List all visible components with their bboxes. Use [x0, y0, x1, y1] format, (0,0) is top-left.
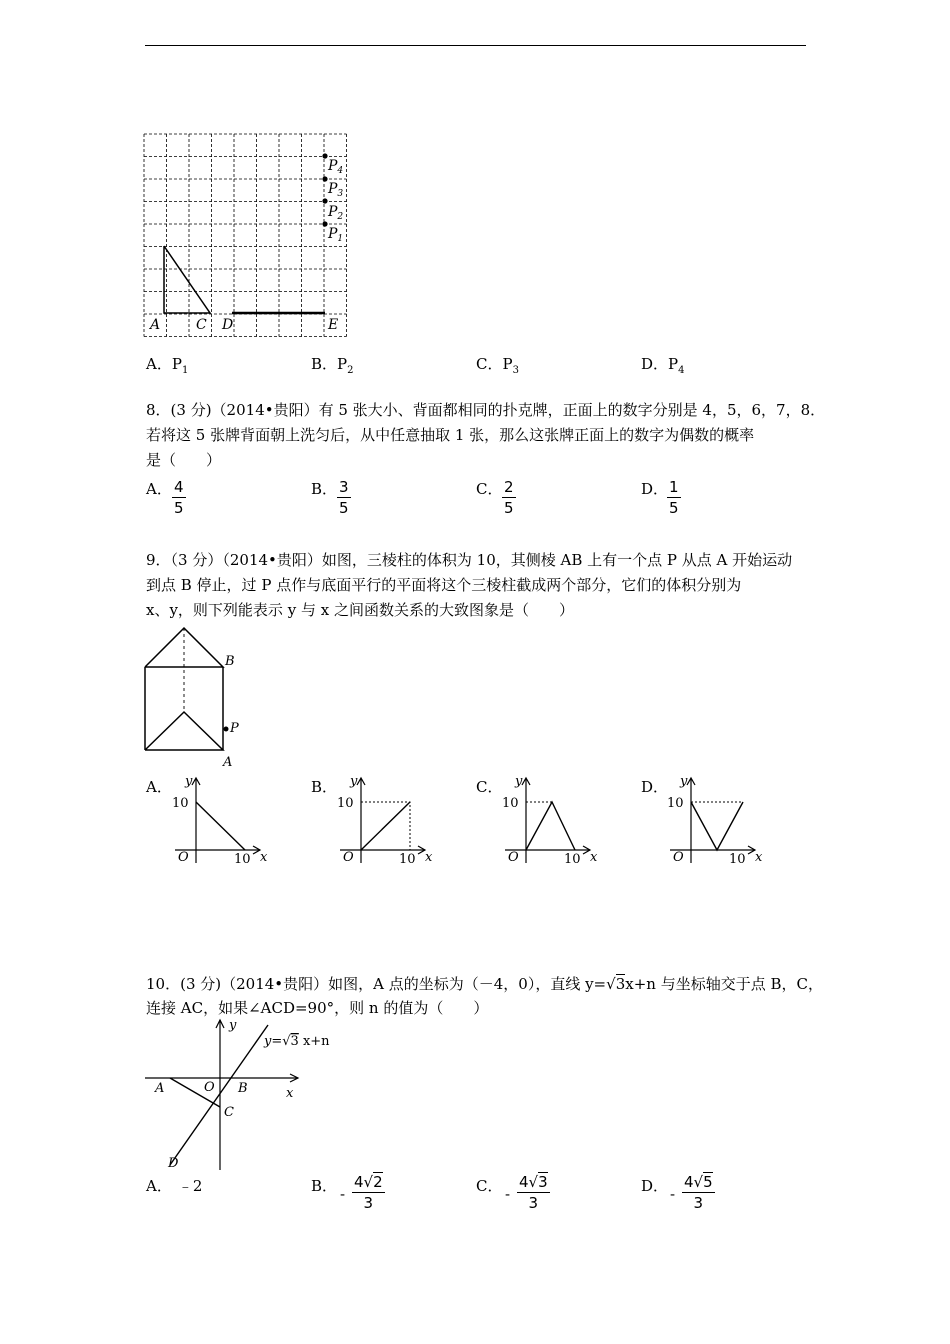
- svg-text:D: D: [168, 1156, 179, 1171]
- q7-label-p: P: [328, 158, 338, 174]
- q9-option-b[interactable]: B．: [311, 778, 338, 796]
- q8-line-2: 若将这 5 张牌背面朝上洗匀后，从中任意抽取 1 张，那么这张牌正面上的数字为偶数的概率: [146, 426, 755, 444]
- q8-option-d-fraction: 1 5: [669, 478, 679, 517]
- q8-question: [146, 398, 825, 473]
- q7-label-e: E: [328, 317, 339, 333]
- svg-text:x: x: [260, 850, 268, 865]
- svg-text:y: y: [350, 774, 358, 789]
- q9-graph-c-line: [526, 802, 575, 850]
- q9-graph-b-line: [361, 802, 410, 850]
- header-rule: [145, 45, 806, 46]
- svg-text:O: O: [178, 850, 189, 865]
- q7-option-c[interactable]: C．$P_3$: [476, 355, 519, 376]
- q8-option-c-letter[interactable]: C．: [476, 480, 503, 498]
- q10-option-d-sign: -: [670, 1185, 676, 1203]
- svg-text:B: B: [238, 1081, 248, 1096]
- q10-option-b-letter[interactable]: B．: [311, 1177, 338, 1195]
- q10-line-bc: [170, 1025, 268, 1165]
- q7-point-p2: [322, 198, 327, 203]
- q9-graph-a-line: [196, 802, 245, 850]
- q7-option-d[interactable]: D．$P_4$: [641, 355, 685, 376]
- q10-option-d-fraction: 4√5 3: [684, 1173, 713, 1212]
- q7-grid-figure: [140, 130, 355, 340]
- q10-option-c-sign: -: [505, 1185, 511, 1203]
- q10-line-2: 连接 AC，如果∠ACD=90°，则 n 的值为（ ）: [146, 999, 489, 1017]
- q7-label-a: A: [150, 317, 161, 333]
- svg-text:O: O: [508, 850, 519, 865]
- q10-line-1-radicand: 3: [615, 975, 626, 993]
- svg-text:O: O: [204, 1080, 215, 1095]
- q9-label-p: P: [230, 721, 239, 736]
- svg-text:10: 10: [667, 796, 684, 811]
- svg-text:10: 10: [729, 852, 746, 867]
- svg-text:P1: $P_1$: [328, 226, 344, 244]
- q8-option-c-fraction: 2 5: [504, 478, 514, 517]
- q7-option-a[interactable]: A．$P_1$: [146, 355, 189, 376]
- q10-option-c-letter[interactable]: C．: [476, 1177, 503, 1195]
- svg-text:A: A: [155, 1081, 165, 1096]
- q9-line-3: x、y，则下列能表示 y 与 x 之间函数关系的大致图象是（ ）: [146, 601, 574, 619]
- svg-text:10: 10: [172, 796, 189, 811]
- q9-prism-figure: [140, 622, 250, 772]
- svg-text:x: x: [755, 850, 763, 865]
- svg-text:10: 10: [564, 852, 581, 867]
- svg-text:y: y: [229, 1018, 237, 1033]
- q9-prism-bottom: [145, 712, 223, 750]
- svg-text:x: x: [425, 850, 433, 865]
- svg-text:10: 10: [399, 852, 416, 867]
- q10-option-b-fraction: 4√2 3: [354, 1173, 383, 1212]
- svg-text:10: 10: [337, 796, 354, 811]
- q9-label-b: B: [225, 654, 235, 669]
- q9-point-p: [224, 727, 229, 732]
- q7-triangle: [164, 246, 210, 313]
- q8-option-a-letter[interactable]: A．: [146, 480, 172, 498]
- svg-text:x: x: [286, 1086, 294, 1101]
- q8-option-b-fraction: 3 5: [339, 478, 349, 517]
- q9-line-2: 到点 B 停止，过 P 点作与底面平行的平面将这个三棱柱截成两个部分，它们的体积分别为: [146, 576, 742, 594]
- q8-option-b-letter[interactable]: B．: [311, 480, 338, 498]
- svg-text:O: O: [343, 850, 354, 865]
- svg-text:C: C: [224, 1105, 234, 1120]
- q9-option-d[interactable]: D．: [641, 778, 669, 796]
- svg-text:P4: $P_4$: [328, 158, 344, 176]
- svg-text:y: y: [185, 774, 193, 789]
- q7-point-p4: [322, 153, 327, 158]
- q9-option-a[interactable]: A．: [146, 778, 172, 796]
- q7-point-p3: [322, 176, 327, 181]
- q10-option-d-letter[interactable]: D．: [641, 1177, 669, 1195]
- q7-point-p1: [322, 221, 327, 226]
- svg-text:y: y: [515, 774, 523, 789]
- q7-option-b[interactable]: B．$P_2$: [311, 355, 354, 376]
- q7-dashed-grid: [144, 134, 347, 337]
- q7-label-c: C: [196, 317, 207, 333]
- q8-option-d-letter[interactable]: D．: [641, 480, 669, 498]
- q9-graph-c: [500, 773, 610, 868]
- q10-coordinate-figure: [140, 1015, 350, 1175]
- q9-graph-b: [335, 773, 445, 868]
- q9-question: [146, 548, 792, 623]
- q10-option-c-fraction: 4√3 3: [519, 1173, 548, 1212]
- q10-line-equation: y=√3 x+n: [264, 1034, 330, 1049]
- q9-line-1: 9．（3 分）（2014•贵阳）如图，三棱柱的体积为 10，其侧棱 AB 上有一个点 P 从点 A 开始运动: [146, 551, 793, 569]
- q10-option-a[interactable]: A． ﹣2: [146, 1177, 203, 1195]
- svg-text:y: y: [680, 774, 688, 789]
- q9-graph-d-line: [691, 802, 743, 850]
- q10-option-b-sign: -: [340, 1185, 346, 1203]
- q7-label-d: D: [222, 317, 234, 333]
- q9-label-a: A: [223, 755, 233, 770]
- svg-text:P2: $P_2$: [328, 204, 344, 222]
- q9-graph-d: [665, 773, 775, 868]
- q8-line-3: 是（ ）: [146, 451, 222, 469]
- svg-text:10: 10: [234, 852, 251, 867]
- q9-option-c[interactable]: C．: [476, 778, 503, 796]
- svg-text:P3: $P_3$: [328, 181, 344, 199]
- svg-text:10: 10: [502, 796, 519, 811]
- svg-text:O: O: [673, 850, 684, 865]
- q10-line-1: 10．(3 分)（2014•贵阳）如图，A 点的坐标为（－4，0），直线 y=√3x+n 与坐标轴交于点 B，C，: [146, 975, 823, 993]
- q8-option-a-fraction: 4 5: [174, 478, 184, 517]
- q9-graph-a: [170, 773, 280, 868]
- q8-line-1: 8．(3 分)（2014•贵阳）有 5 张大小、背面都相同的扑克牌，正面上的数字分别是 4，5，6，7，8．: [146, 401, 826, 419]
- svg-text:x: x: [590, 850, 598, 865]
